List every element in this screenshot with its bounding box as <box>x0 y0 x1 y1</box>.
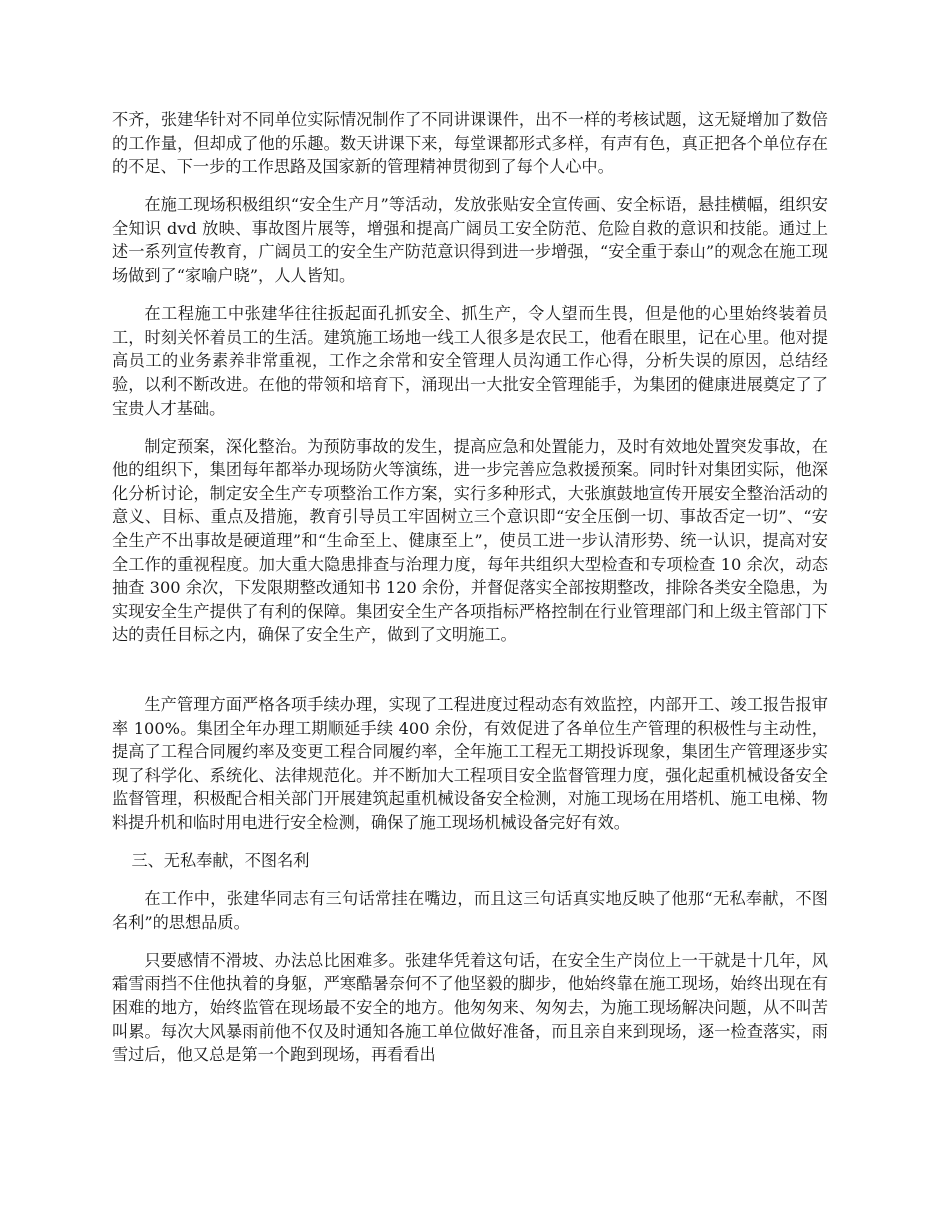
section-heading-3: 三、无私奉献，不图名利 <box>131 851 310 871</box>
document-page <box>112 108 828 1081</box>
paragraph-4: 制定预案，深化整治。为预防事故的发生，提高应急和处置能力，及时有效地处置突发事故，在他的组织下，集团每年都举办现场防火等演练，进一步完善应急救援预案。同时针对集团实际，他深化分析讨论，制定安全生产专项整治工作方案，实行多种形式，大张旗鼓地宣传开展安全整治活动的意义、目标、重点及措施，教育引导员工牢固树立三个意识即“安全压倒一切、事故否定一切”、“安全生产不出事故是硬道理”和“生命至上、健康至上”，使员工进一步认清形势、统一认识，提高对安全工作的重视程度。加大重大隐患排查与治理力度，每年共组织大型检查和专项检查 10 余次，动态抽查 300 余次，下发限期整改通知书 120 余份，并督促落实全部按期整改，排除各类安全隐患，为实现安全生产提供了有利的保障。集团安全生产各项指标严格控制在行业管理部门和上级主管部门下达的责任目标之内，确保了安全生产，做到了文明施工。 <box>112 436 828 645</box>
paragraph-2: 在施工现场积极组织“安全生产月”等活动，发放张贴安全宣传画、安全标语，悬挂横幅，组织安全知识 dvd 放映、事故图片展等，增强和提高广阔员工安全防范、危险自救的意识和技能。通过上述一系列宣传教育，广阔员工的安全生产防范意识得到进一步增强，“安全重于泰山”的观念在施工现场做到了“家喻户晓”，人人皆知。 <box>112 195 828 286</box>
paragraph-5: 生产管理方面严格各项手续办理，实现了工程进度过程动态有效监控，内部开工、竣工报告报审率 100%。集团全年办理工期顺延手续 400 余份，有效促进了各单位生产管理的积极性与主动性，提高了工程合同履约率及变更工程合同履约率，全年施工工程无工期投诉现象，集团生产管理逐步实现了科学化、系统化、法律规范化。并不断加大工程项目安全监督管理力度，强化起重机械设备安全监督管理，积极配合相关部门开展建筑起重机械设备安全检测，对施工现场在用塔机、施工电梯、物料提升机和临时用电进行安全检测，确保了施工现场机械设备完好有效。 <box>112 694 828 832</box>
paragraph-6: 在工作中，张建华同志有三句话常挂在嘴边，而且这三句话真实地反映了他那“无私奉献，不图名利”的思想品质。 <box>112 889 828 932</box>
paragraph-1: 不齐，张建华针对不同单位实际情况制作了不同讲课课件，出不一样的考核试题，这无疑增加了数倍的工作量，但却成了他的乐趣。数天讲课下来，每堂课都形式多样，有声有色，真正把各个单位存在的不足、下一步的工作思路及国家新的管理精神贯彻到了每个人心中。 <box>112 110 828 177</box>
paragraph-3: 在工程施工中张建华往往扳起面孔抓安全、抓生产，令人望而生畏，但是他的心里始终装着员工，时刻关怀着员工的生活。建筑施工场地一线工人很多是农民工，他看在眼里，记在心里。他对提高员工的业务素养非常重视，工作之余常和安全管理人员沟通工作心得，分析失误的原因，总结经验，以利不断改进。在他的带领和培育下，涌现出一大批安全管理能手，为集团的健康进展奠定了了宝贵人才基础。 <box>112 304 828 418</box>
paragraph-7: 只要感情不滑坡、办法总比困难多。张建华凭着这句话，在安全生产岗位上一干就是十几年，风霜雪雨挡不住他执着的身躯，严寒酷暑奈何不了他坚毅的脚步，他始终靠在施工现场，始终出现在有困难的地方，始终监管在现场最不安全的地方。他匆匆来、匆匆去，为施工现场解决问题，从不叫苦叫累。每次大风暴雨前他不仅及时通知各施工单位做好准备，而且亲自来到现场，逐一检查落实，雨雪过后，他又总是第一个跑到现场，再看看出 <box>112 950 828 1065</box>
